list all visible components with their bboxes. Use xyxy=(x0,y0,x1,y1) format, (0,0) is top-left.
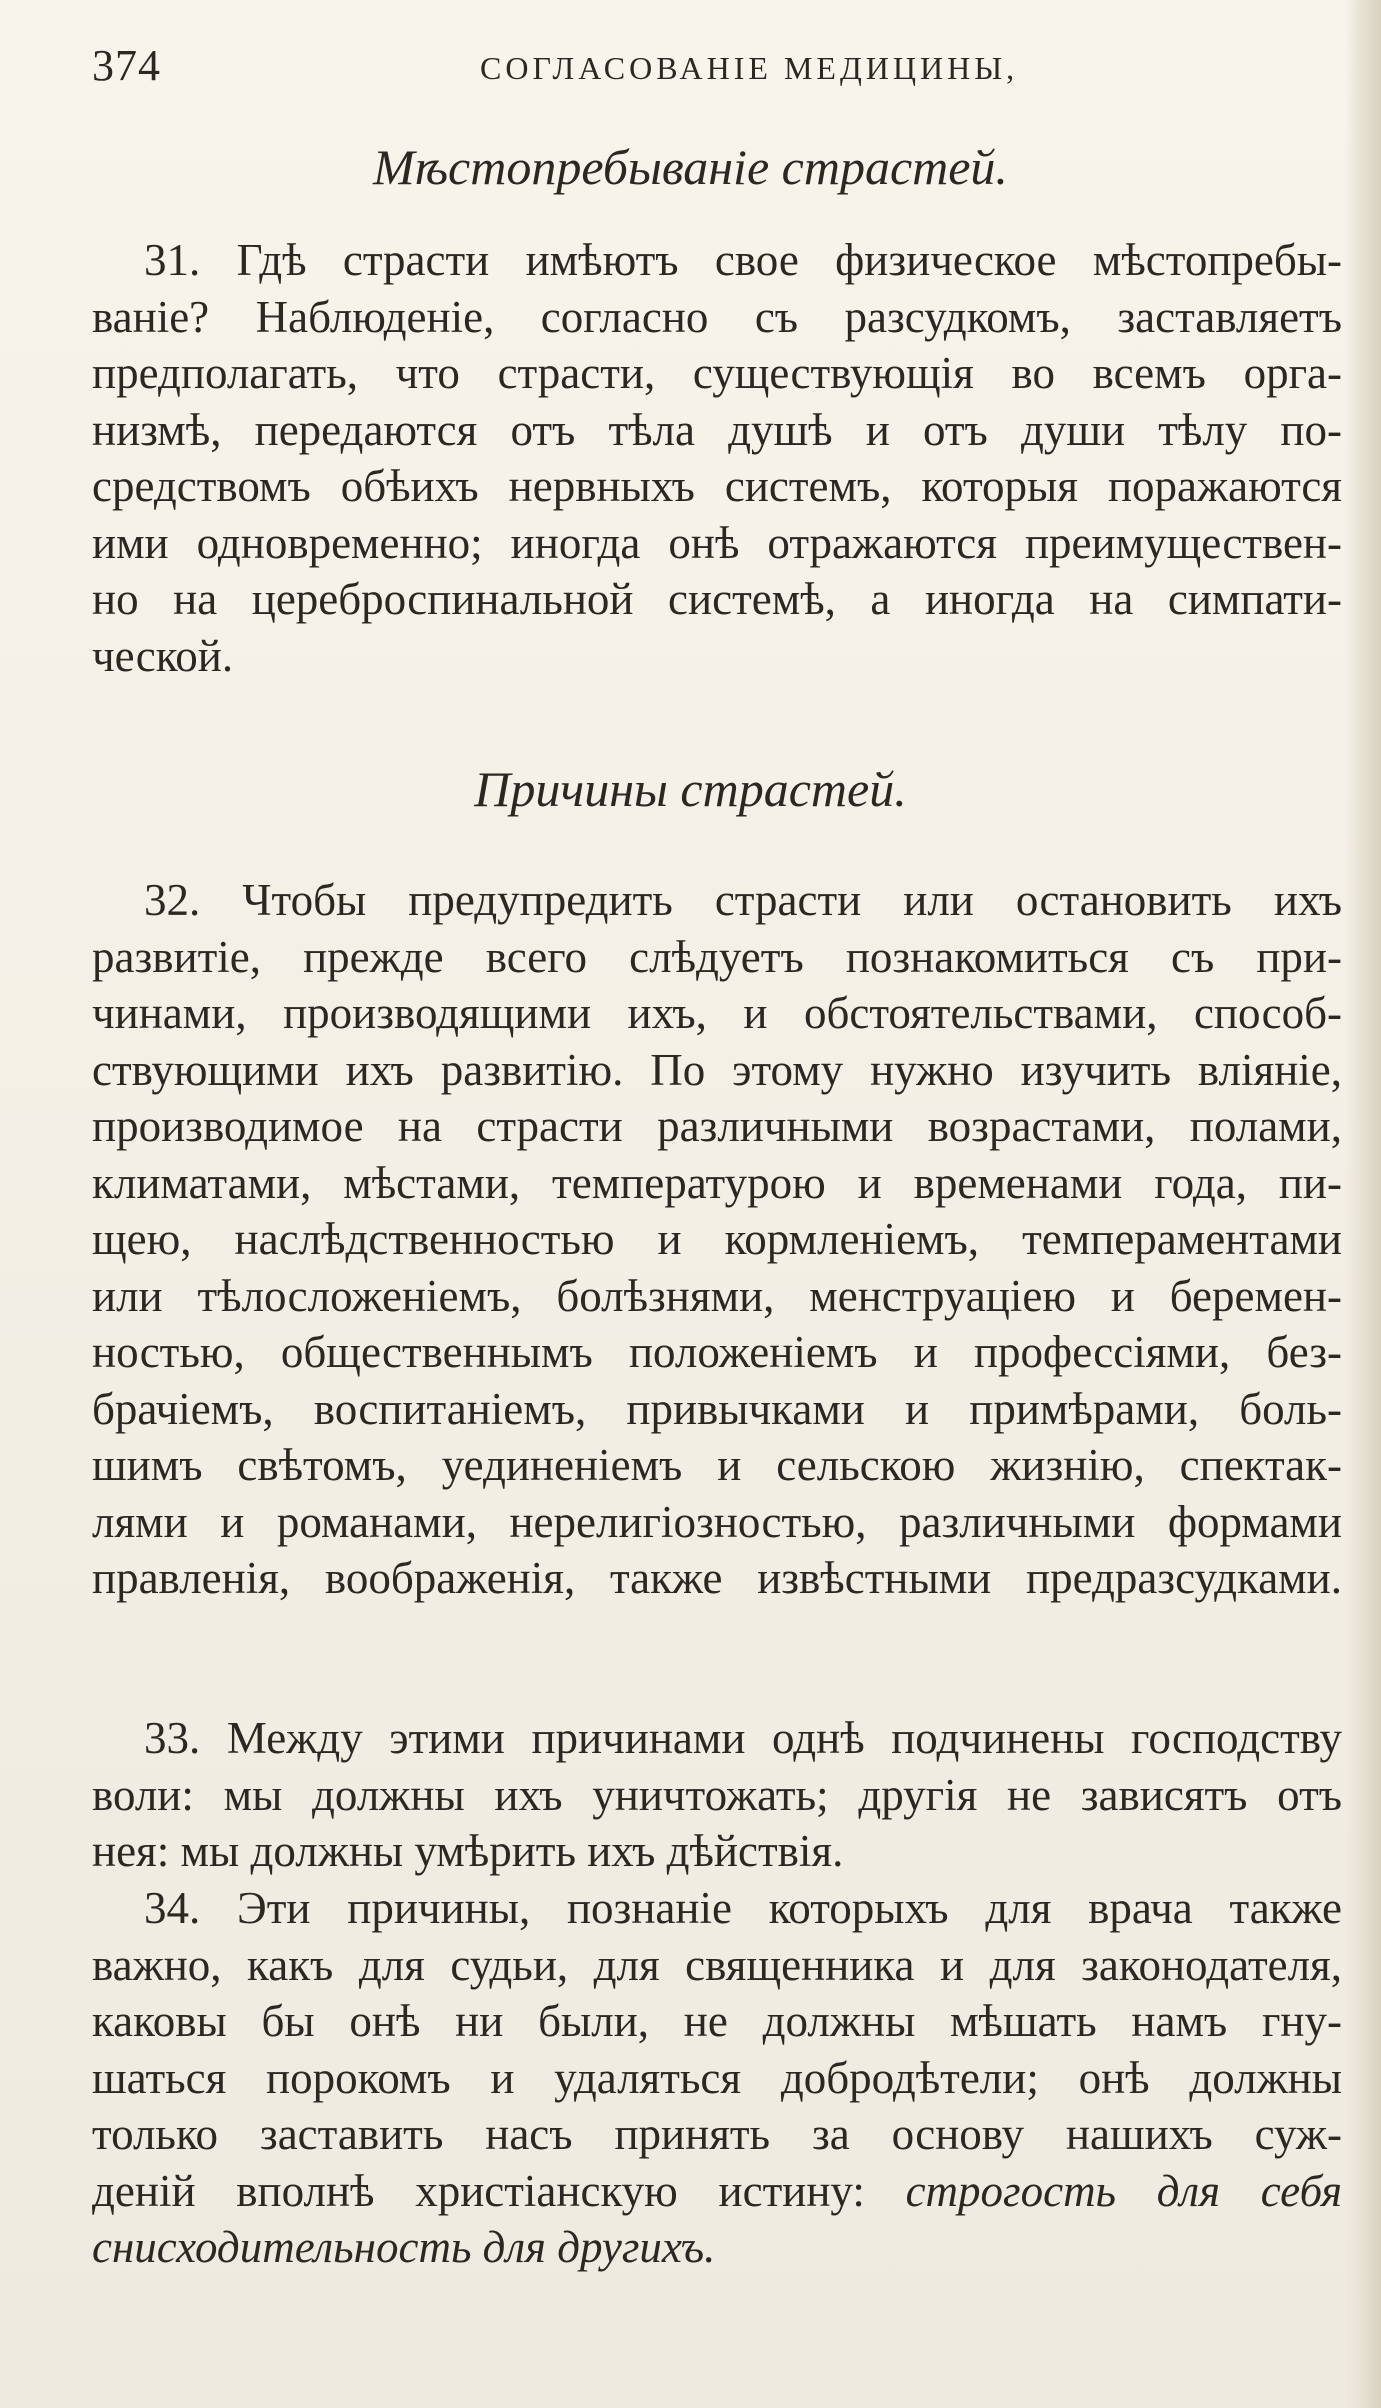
paragraph-32 xyxy=(92,872,1342,1607)
page-number: 374 xyxy=(92,41,161,90)
text-line-with-italic xyxy=(92,2163,1342,2220)
text-line: щею, наслѣдственностью и кормленіемъ, темпераментами xyxy=(92,1214,1342,1264)
text-line: ими одновременно; иногда онѣ отражаются преимуществен- xyxy=(92,517,1342,568)
text-line: ваніе? Наблюденіе, согласно съ разсудкомъ, заставляетъ xyxy=(92,291,1342,342)
text-line: низмѣ, передаются отъ тѣла душѣ и отъ души тѣлу по- xyxy=(92,404,1342,455)
page-edge-shadow xyxy=(1345,0,1381,2408)
text-line: нея: мы должны умѣрить ихъ дѣйствія. xyxy=(92,1826,844,1876)
text-line: средствомъ обѣихъ нервныхъ системъ, которыя поражаются xyxy=(92,461,1342,511)
text-line: или тѣлосложеніемъ, болѣзнями, менструаціею и беремен- xyxy=(92,1270,1342,1321)
text-line: предполагать, что страсти, существующія во всемъ орга- xyxy=(92,348,1342,398)
running-title: СОГЛАСОВАНІЕ МЕДИЦИНЫ, xyxy=(480,50,1019,86)
text-line: но на цереброспинальной системѣ, а иногда на симпати- xyxy=(92,574,1342,624)
section-heading-whereabouts: Мѣстопребываніе страстей. xyxy=(373,139,1008,195)
text-line: шаться порокомъ и удаляться добродѣтели; онѣ должны xyxy=(92,2052,1342,2103)
text-line: 33. Между этими причинами однѣ подчинены господству xyxy=(144,1713,1342,1763)
text-line: каковы бы онѣ ни были, не должны мѣшать намъ гну- xyxy=(92,1996,1342,2046)
text-segment: деній вполнѣ христіанскую истину: xyxy=(92,2165,865,2216)
text-line: лями и романами, нерелигіозностью, различными формами xyxy=(92,1496,1342,1547)
running-head xyxy=(0,40,1381,100)
text-line: 31. Гдѣ страсти имѣютъ свое физическое мѣстопребы- xyxy=(144,235,1342,285)
text-line: важно, какъ для судьи, для священника и для законодателя, xyxy=(92,1939,1342,1990)
text-line: развитіе, прежде всего слѣдуетъ познакомиться съ при- xyxy=(92,931,1342,982)
text-line: только заставить насъ принять за основу нашихъ суж- xyxy=(92,2109,1342,2159)
text-line: производимое на страсти различными возрастами, полами, xyxy=(92,1101,1342,1151)
text-line: 34. Эти причины, познаніе которыхъ для врача также xyxy=(144,1883,1342,1933)
text-line: 32. Чтобы предупредить страсти или остановить ихъ xyxy=(144,875,1342,925)
text-line: ческой. xyxy=(92,630,234,681)
text-line: правленія, воображенія, также извѣстными предразсудками. xyxy=(92,1553,1342,1603)
paragraph-31 xyxy=(92,232,1342,684)
italic-maxim-part2: снисходительность для другихъ. xyxy=(92,2222,716,2272)
text-line: брачіемъ, воспитаніемъ, привычками и примѣрами, боль- xyxy=(92,1383,1342,1434)
section-heading-causes: Причины страстей. xyxy=(474,761,907,817)
text-line: климатами, мѣстами, температурою и временами года, пи- xyxy=(92,1157,1342,1208)
text-line: воли: мы должны ихъ уничтожать; другія не зависятъ отъ xyxy=(92,1769,1342,1820)
text-line: чинами, производящими ихъ, и обстоятельствами, способ- xyxy=(92,988,1342,1038)
paragraph-34 xyxy=(92,1880,1342,2276)
paragraph-33 xyxy=(92,1710,1342,1880)
text-line: ствующими ихъ развитію. По этому нужно изучить вліяніе, xyxy=(92,1044,1342,1095)
italic-maxim-part1: строгость для себя xyxy=(905,2165,1342,2216)
text-line: ностью, общественнымъ положеніемъ и профессіями, без- xyxy=(92,1327,1342,1377)
text-line: шимъ свѣтомъ, уединеніемъ и сельскою жизнію, спектак- xyxy=(92,1440,1342,1490)
